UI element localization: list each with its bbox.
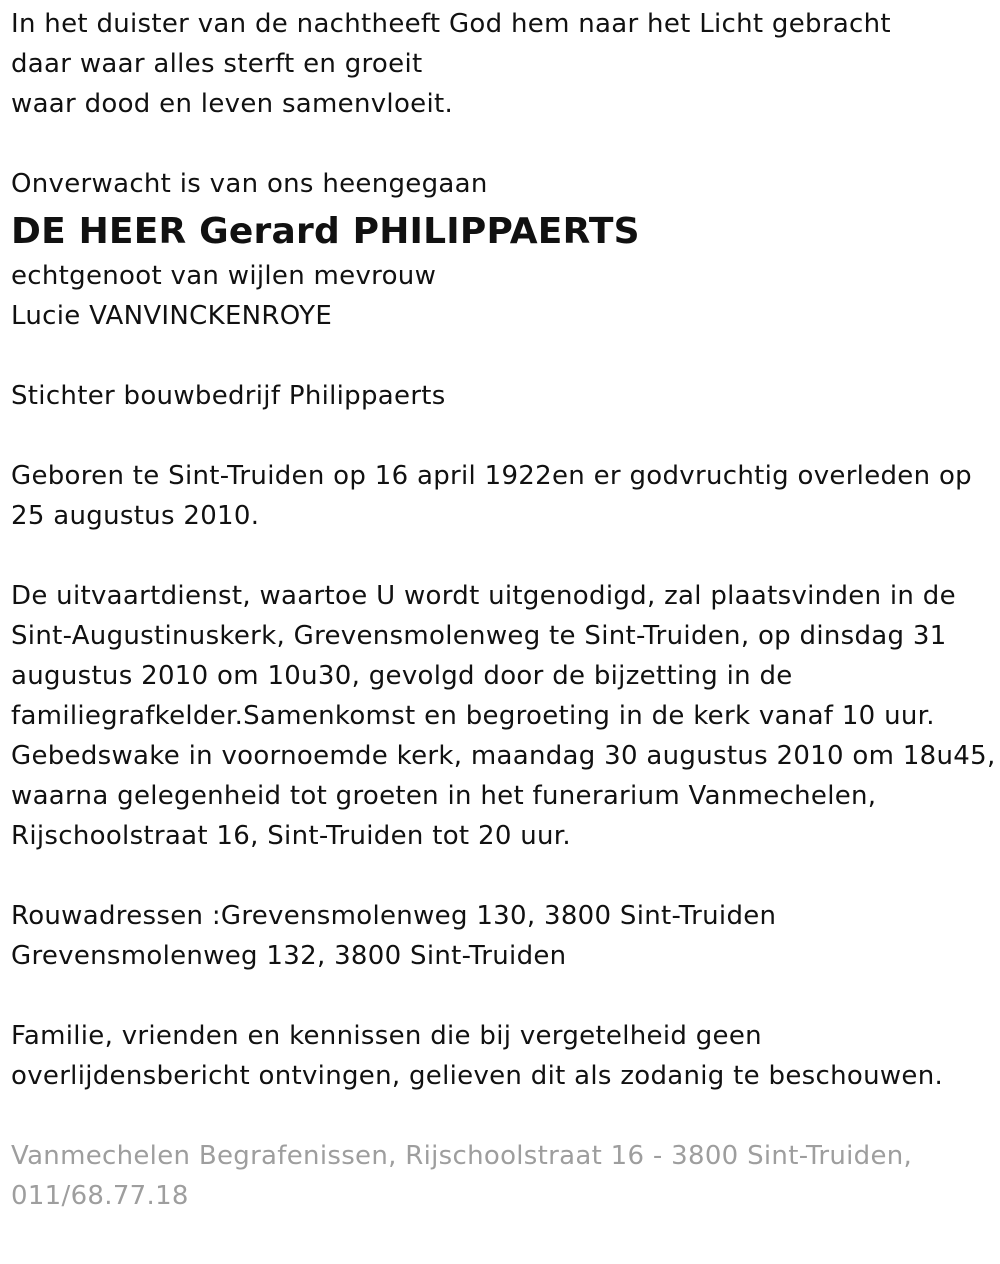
footer-line: Vanmechelen Begrafenissen, Rijschoolstraat 16 - 3800 Sint-Truiden,: [11, 1141, 913, 1171]
poem: [11, 4, 996, 124]
deceased-name: DE HEER Gerard PHILIPPAERTS: [11, 211, 640, 252]
funeral-line: familiegrafkelder.Samenkomst en begroeting in de kerk vanaf 10 uur.: [11, 701, 935, 731]
funeral-line: augustus 2010 om 10u30, gevolgd door de bijzetting in de: [11, 661, 793, 691]
notice-line: Familie, vrienden en kennissen die bij vergetelheid geen: [11, 1021, 762, 1051]
mourning-addresses: [11, 896, 996, 976]
funeral-home-footer: [11, 1136, 996, 1216]
funeral-line: Sint-Augustinuskerk, Grevensmolenweg te Sint-Truiden, op dinsdag 31: [11, 621, 947, 651]
funeral-line: Rijschoolstraat 16, Sint-Truiden tot 20 uur.: [11, 821, 571, 851]
spouse-line: echtgenoot van wijlen mevrouw: [11, 261, 437, 291]
birth-death-info: [11, 456, 996, 536]
footer-line: 011/68.77.18: [11, 1181, 189, 1211]
funeral-line: Gebedswake in voornoemde kerk, maandag 30 augustus 2010 om 18u45,: [11, 741, 996, 771]
poem-line: waar dood en leven samenvloeit.: [11, 89, 454, 119]
notice-line: overlijdensbericht ontvingen, gelieven dit als zodanig te beschouwen.: [11, 1061, 944, 1091]
funeral-line: De uitvaartdienst, waartoe U wordt uitgenodigd, zal plaatsvinden in de: [11, 581, 956, 611]
poem-line: In het duister van de nachtheeft God hem naar het Licht gebracht: [11, 9, 891, 39]
obituary-notice: [11, 4, 996, 1216]
poem-line: daar waar alles sterft en groeit: [11, 49, 423, 79]
notice-text: [11, 1016, 996, 1096]
funeral-info: [11, 576, 996, 856]
intro-text: Onverwacht is van ons heengegaan: [11, 169, 488, 199]
address-line: Rouwadressen :Grevensmolenweg 130, 3800 Sint-Truiden: [11, 901, 777, 931]
role-text: Stichter bouwbedrijf Philippaerts: [11, 381, 446, 411]
birth-death-line: Geboren te Sint-Truiden op 16 april 1922en er godvruchtig overleden op: [11, 461, 972, 491]
funeral-line: waarna gelegenheid tot groeten in het funerarium Vanmechelen,: [11, 781, 877, 811]
address-line: Grevensmolenweg 132, 3800 Sint-Truiden: [11, 941, 567, 971]
spouse-info: [11, 256, 996, 336]
spouse-line: Lucie VANVINCKENROYE: [11, 301, 333, 331]
birth-death-line: 25 augustus 2010.: [11, 501, 260, 531]
